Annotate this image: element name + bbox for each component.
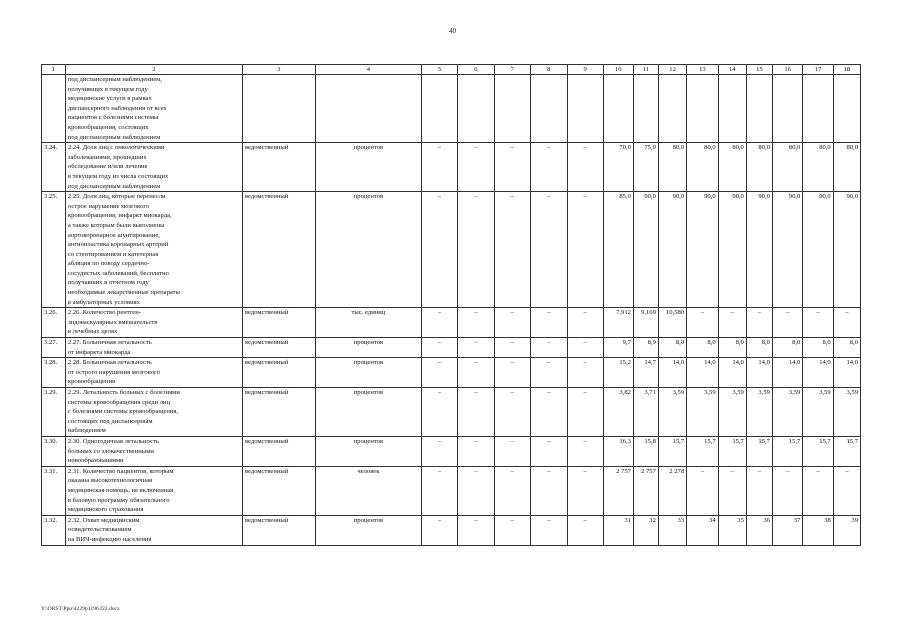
indicator-name-line: от острого нарушения мозгового <box>67 368 160 376</box>
value-cell: 35 <box>718 515 746 545</box>
indicator-name-line: кровообращения, состоящих <box>67 123 149 131</box>
header-cell: 11 <box>633 65 658 75</box>
value-cell: 15,7 <box>803 436 833 466</box>
unit: тыс. единиц <box>315 308 421 338</box>
value-cell: 90,0 <box>633 192 658 308</box>
table-row <box>42 515 861 545</box>
value-cell: 90,0 <box>772 192 802 308</box>
value-cell: 80,0 <box>833 143 860 192</box>
value-cell: – <box>687 308 719 338</box>
header-cell: 6 <box>457 65 494 75</box>
value-cell: 80,0 <box>687 143 719 192</box>
value-cell: – <box>530 308 567 338</box>
header-cell: 13 <box>687 65 719 75</box>
value-cell: 8,0 <box>772 338 802 358</box>
indicator-name-line: получивших в текущем году <box>67 85 148 93</box>
indicator-name <box>65 515 242 545</box>
value-cell: 15,7 <box>746 436 772 466</box>
value-cell: 36 <box>746 515 772 545</box>
value-cell: 90,0 <box>718 192 746 308</box>
indicator-name <box>65 338 242 358</box>
value-cell: – <box>422 308 458 338</box>
value-cell: – <box>457 192 494 308</box>
header-cell: 15 <box>746 65 772 75</box>
value-cell: 8,0 <box>658 338 686 358</box>
value-cell: – <box>457 308 494 338</box>
indicator-name <box>65 308 242 338</box>
header-cell: 4 <box>315 65 421 75</box>
value-cell: – <box>530 338 567 358</box>
table-row <box>42 338 861 358</box>
value-cell: – <box>567 515 603 545</box>
value-cell: 3,59 <box>803 388 833 437</box>
value-cell: 2 757 <box>603 466 633 515</box>
indicator-name-line: кровообращения, инфаркт миокарда, <box>67 212 172 220</box>
value-cell <box>457 75 494 143</box>
value-cell: 90,0 <box>658 192 686 308</box>
indicator-name-line: диспансерного наблюдения от всех <box>67 104 167 112</box>
value-cell: 34 <box>687 515 719 545</box>
value-cell <box>567 75 603 143</box>
value-cell: – <box>422 515 458 545</box>
value-cell: 3,59 <box>658 388 686 437</box>
data-source: ведомственный <box>242 143 315 192</box>
header-cell: 18 <box>833 65 860 75</box>
unit: процентов <box>315 358 421 388</box>
value-cell: – <box>567 192 603 308</box>
unit: процентов <box>315 515 421 545</box>
unit: процентов <box>315 192 421 308</box>
value-cell: – <box>530 436 567 466</box>
data-source: ведомственный <box>242 338 315 358</box>
value-cell: – <box>494 436 530 466</box>
unit: человек <box>315 466 421 515</box>
data-source: ведомственный <box>242 308 315 338</box>
value-cell: 3,59 <box>772 388 802 437</box>
value-cell <box>687 75 719 143</box>
value-cell: 39 <box>833 515 860 545</box>
header-cell: 3 <box>242 65 315 75</box>
value-cell: 37 <box>772 515 802 545</box>
row-id: 3.28. <box>42 358 66 388</box>
indicator-name-line: 2.30. Одногодичная летальность <box>67 437 159 445</box>
indicator-name-line: 2.32. Охват медицинским <box>67 516 140 524</box>
value-cell <box>633 75 658 143</box>
value-cell: 90,0 <box>803 192 833 308</box>
indicator-name-line: состоящих под диспансерным <box>67 417 153 425</box>
header-cell: 9 <box>567 65 603 75</box>
value-cell: – <box>530 358 567 388</box>
value-cell: – <box>422 143 458 192</box>
indicator-name <box>65 143 242 192</box>
value-cell: 3,59 <box>718 388 746 437</box>
value-cell: 70,0 <box>603 143 633 192</box>
value-cell: – <box>422 192 458 308</box>
value-cell: – <box>457 338 494 358</box>
value-cell: 10,580 <box>658 308 686 338</box>
row-id <box>42 75 66 143</box>
data-source: ведомственный <box>242 466 315 515</box>
indicator-name-line: новообразованиями <box>67 457 124 465</box>
value-cell: 8,9 <box>633 338 658 358</box>
value-cell: – <box>494 515 530 545</box>
value-cell: 8,0 <box>833 338 860 358</box>
header-cell: 7 <box>494 65 530 75</box>
value-cell: 8,0 <box>746 338 772 358</box>
value-cell: 14,7 <box>633 358 658 388</box>
value-cell: – <box>567 143 603 192</box>
table-row <box>42 143 861 192</box>
value-cell: 3,71 <box>633 388 658 437</box>
value-cell: – <box>718 308 746 338</box>
value-cell: 32 <box>633 515 658 545</box>
value-cell: – <box>567 308 603 338</box>
value-cell: 15,7 <box>658 436 686 466</box>
indicator-name-line: под диспансерным наблюдением, <box>67 76 162 83</box>
data-source: ведомственный <box>242 388 315 437</box>
value-cell: 31 <box>603 515 633 545</box>
page-number: 40 <box>449 27 456 35</box>
indicator-name-line: пациентов с болезнями системы <box>67 114 159 122</box>
indicator-name-line: больных со злокачественными <box>67 447 154 455</box>
value-cell: – <box>494 338 530 358</box>
indicator-name <box>65 192 242 308</box>
value-cell: – <box>567 436 603 466</box>
indicator-name-line: в базовую программу обязательного <box>67 496 170 504</box>
header-cell: 2 <box>65 65 242 75</box>
value-cell: 3,59 <box>687 388 719 437</box>
value-cell: – <box>457 143 494 192</box>
value-cell: 90,0 <box>833 192 860 308</box>
value-cell <box>658 75 686 143</box>
value-cell: 14,0 <box>833 358 860 388</box>
header-cell: 16 <box>772 65 802 75</box>
value-cell: – <box>422 388 458 437</box>
indicator-name-line: аортокоронарное шунтирование, <box>67 231 160 239</box>
indicator-name-line: заболеваниями, прошедших <box>67 153 147 161</box>
indicator-name-line: с болезнями системы кровообращения, <box>67 408 179 416</box>
value-cell: – <box>530 388 567 437</box>
table-row <box>42 75 861 143</box>
value-cell: 14,0 <box>803 358 833 388</box>
row-id: 3.24. <box>42 143 66 192</box>
value-cell: 8,0 <box>803 338 833 358</box>
value-cell: 15,7 <box>833 436 860 466</box>
value-cell: – <box>567 338 603 358</box>
value-cell: – <box>530 515 567 545</box>
indicator-name-line: системы кровообращения среди лиц <box>67 398 171 406</box>
indicator-name-line: на ВИЧ-инфекцию населения <box>67 535 152 543</box>
indicator-name-line: в лечебных целях <box>67 328 118 336</box>
indicator-name-line: 2.24. Доля лиц с онкологическими <box>67 144 165 152</box>
unit: процентов <box>315 436 421 466</box>
value-cell: – <box>772 308 802 338</box>
indicator-name-line: сосудистых заболеваний, бесплатно <box>67 269 169 277</box>
value-cell <box>718 75 746 143</box>
value-cell: – <box>457 436 494 466</box>
value-cell <box>833 75 860 143</box>
value-cell: 15,8 <box>633 436 658 466</box>
value-cell: – <box>803 308 833 338</box>
value-cell: – <box>457 466 494 515</box>
unit <box>315 75 421 143</box>
value-cell: – <box>718 466 746 515</box>
indicator-name <box>65 75 242 143</box>
value-cell: – <box>494 388 530 437</box>
value-cell: 14,0 <box>687 358 719 388</box>
value-cell: 85,0 <box>603 192 633 308</box>
indicator-name-line: в амбулаторных условиях <box>67 298 140 306</box>
header-cell: 17 <box>803 65 833 75</box>
value-cell: – <box>833 308 860 338</box>
value-cell: – <box>567 388 603 437</box>
indicator-name-line: медицинская помощь, не включенная <box>67 486 174 494</box>
value-cell: 90,0 <box>746 192 772 308</box>
value-cell <box>746 75 772 143</box>
row-id: 3.31. <box>42 466 66 515</box>
value-cell: – <box>494 466 530 515</box>
indicator-name-line: острое нарушение мозгового <box>67 202 150 210</box>
table-row <box>42 388 861 437</box>
value-cell: 14,0 <box>658 358 686 388</box>
indicator-name-line: получавших в отчетном году <box>67 279 149 287</box>
file-path-footer: Y:\ORST\Ppo\4229p1196.f22.docx <box>41 606 120 612</box>
value-cell: 15,7 <box>772 436 802 466</box>
table-row <box>42 192 861 308</box>
value-cell: 15,7 <box>687 436 719 466</box>
value-cell: 33 <box>658 515 686 545</box>
indicator-name-line: 2.29. Летальность больных с болезнями <box>67 389 180 396</box>
header-cell: 10 <box>603 65 633 75</box>
indicator-name-line: под диспансерным наблюдением <box>67 133 161 141</box>
value-cell: 8,0 <box>687 338 719 358</box>
value-cell: 80,0 <box>746 143 772 192</box>
unit: процентов <box>315 338 421 358</box>
value-cell: – <box>803 466 833 515</box>
value-cell: – <box>422 358 458 388</box>
indicator-name-line: ангиопластика коронарных артерий <box>67 241 169 249</box>
unit: процентов <box>315 143 421 192</box>
unit: процентов <box>315 388 421 437</box>
value-cell: – <box>746 308 772 338</box>
indicator-name-line: 2.25. Доля лиц, которые перенесли <box>67 193 166 201</box>
value-cell: 2 278 <box>658 466 686 515</box>
value-cell: 3,59 <box>833 388 860 437</box>
value-cell <box>530 75 567 143</box>
row-id: 3.32. <box>42 515 66 545</box>
indicator-name-line: а также которым были выполнены <box>67 221 165 229</box>
indicator-name <box>65 358 242 388</box>
indicator-name-line: 2.31. Количество пациентов, которым <box>67 467 174 475</box>
indicator-name-line: наблюдением <box>67 427 106 435</box>
value-cell: – <box>494 358 530 388</box>
indicator-name-line: 2.26. Количество рентген- <box>67 309 141 317</box>
value-cell: – <box>457 515 494 545</box>
value-cell: – <box>530 143 567 192</box>
value-cell <box>494 75 530 143</box>
value-cell: – <box>687 466 719 515</box>
table-row <box>42 358 861 388</box>
indicator-name-line: эндоваскулярных вмешательств <box>67 318 158 326</box>
value-cell: 7,912 <box>603 308 633 338</box>
value-cell: 80,0 <box>718 143 746 192</box>
row-id: 3.27. <box>42 338 66 358</box>
value-cell: – <box>530 466 567 515</box>
value-cell: 14,0 <box>772 358 802 388</box>
indicator-name-line: освидетельствованием <box>67 526 132 534</box>
value-cell: – <box>422 338 458 358</box>
value-cell <box>422 75 458 143</box>
value-cell: – <box>567 466 603 515</box>
indicator-name <box>65 388 242 437</box>
value-cell: 90,0 <box>687 192 719 308</box>
row-id: 3.29. <box>42 388 66 437</box>
indicator-name-line: необходимые лекарственные препараты <box>67 289 180 297</box>
value-cell: – <box>457 388 494 437</box>
value-cell <box>603 75 633 143</box>
header-cell: 5 <box>422 65 458 75</box>
indicator-name-line: медицинского страхования <box>67 506 144 514</box>
header-cell: 8 <box>530 65 567 75</box>
indicator-name-line: 2.28. Больничная летальность <box>67 359 152 367</box>
value-cell: 75,0 <box>633 143 658 192</box>
indicator-name-line: медицинские услуги в рамках <box>67 95 152 103</box>
value-cell: 16,3 <box>603 436 633 466</box>
value-cell: 80,0 <box>658 143 686 192</box>
row-id: 3.30. <box>42 436 66 466</box>
value-cell: – <box>494 143 530 192</box>
value-cell: 15,2 <box>603 358 633 388</box>
value-cell: – <box>530 192 567 308</box>
data-source: ведомственный <box>242 192 315 308</box>
table-row <box>42 436 861 466</box>
indicator-name <box>65 436 242 466</box>
value-cell: 9,7 <box>603 338 633 358</box>
value-cell: 3,59 <box>746 388 772 437</box>
indicator-name-line: оказана высокотехнологичная <box>67 477 153 485</box>
value-cell: 3,82 <box>603 388 633 437</box>
value-cell: – <box>494 192 530 308</box>
value-cell: 8,0 <box>718 338 746 358</box>
table-row <box>42 308 861 338</box>
indicator-name-line: абляция по поводу сердечно- <box>67 260 150 268</box>
indicator-name-line: 2.27. Больничная летальность <box>67 339 152 347</box>
value-cell: 38 <box>803 515 833 545</box>
value-cell: – <box>833 466 860 515</box>
indicator-name-line: кровообращения <box>67 378 116 386</box>
value-cell: – <box>494 308 530 338</box>
value-cell: 80,0 <box>772 143 802 192</box>
value-cell <box>772 75 802 143</box>
value-cell: 14,0 <box>718 358 746 388</box>
data-source: ведомственный <box>242 515 315 545</box>
value-cell: 14,0 <box>746 358 772 388</box>
indicator-name-line: под диспансерным наблюдением <box>67 182 161 190</box>
value-cell: – <box>457 358 494 388</box>
value-cell: – <box>772 466 802 515</box>
value-cell: 9,169 <box>633 308 658 338</box>
header-row <box>42 65 861 75</box>
indicator-name-line: от инфаркта миокарда <box>67 348 131 356</box>
value-cell: 80,0 <box>803 143 833 192</box>
indicator-name <box>65 466 242 515</box>
header-cell: 14 <box>718 65 746 75</box>
row-id: 3.26. <box>42 308 66 338</box>
value-cell: 2 757 <box>633 466 658 515</box>
indicator-name-line: со стентированием и катетерная <box>67 250 159 258</box>
value-cell <box>803 75 833 143</box>
value-cell: – <box>567 358 603 388</box>
indicator-name-line: в текущем году из числа состоящих <box>67 172 169 180</box>
data-source: ведомственный <box>242 358 315 388</box>
header-cell: 12 <box>658 65 686 75</box>
row-id: 3.25. <box>42 192 66 308</box>
value-cell: – <box>422 436 458 466</box>
data-source <box>242 75 315 143</box>
indicator-name-line: обследование и/или лечение <box>67 163 148 171</box>
value-cell: – <box>746 466 772 515</box>
value-cell: – <box>422 466 458 515</box>
header-cell: 1 <box>42 65 66 75</box>
data-source: ведомственный <box>242 436 315 466</box>
table-row <box>42 466 861 515</box>
indicators-table <box>41 64 861 546</box>
value-cell: 15,7 <box>718 436 746 466</box>
